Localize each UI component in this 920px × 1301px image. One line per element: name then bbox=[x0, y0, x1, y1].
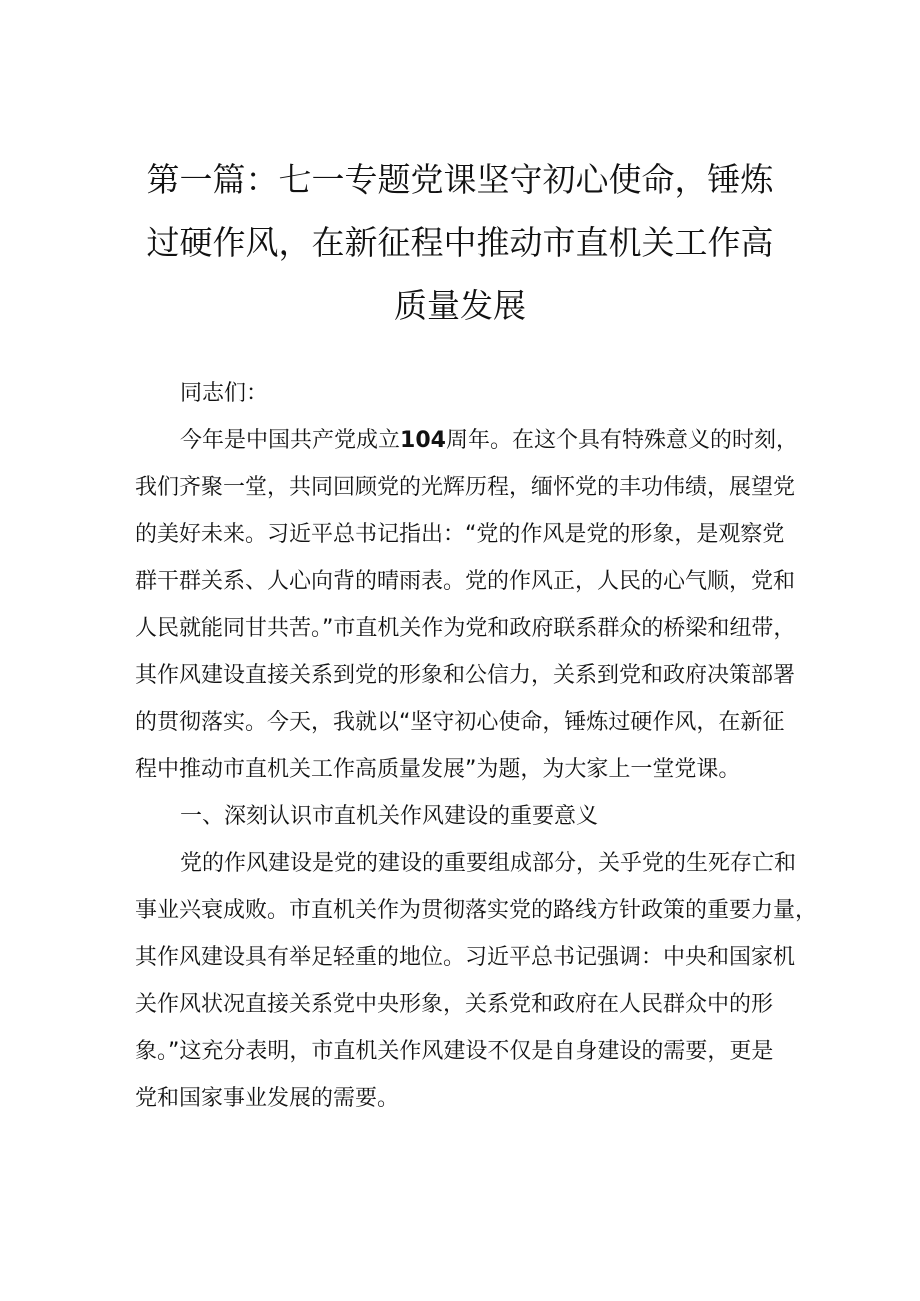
anniversary-number: 104 bbox=[400, 428, 446, 453]
paragraph-1-line-1 bbox=[135, 417, 800, 464]
paragraph-2 bbox=[135, 840, 800, 887]
paragraph-1-text-a: 今年是中国共产党成立 bbox=[180, 428, 401, 453]
paragraph-1-line: 的美好未来。习近平总书记指出：“党的作风是党的形象，是观察党 bbox=[135, 522, 785, 547]
document-body bbox=[135, 370, 818, 1122]
paragraph-1 bbox=[135, 417, 800, 464]
title-line-1: 第一篇：七一专题党课坚守初心使命，锤炼 bbox=[146, 160, 774, 199]
paragraph-2-line: 关作风状况直接关系党中央形象，关系党和政府在人民群众中的形 bbox=[135, 992, 774, 1017]
paragraph-1-line: 程中推动市直机关工作高质量发展”为题，为大家上一堂党课。 bbox=[135, 757, 741, 782]
paragraph-1-line: 人民就能同甘共苦。”市直机关作为党和政府联系群众的桥梁和纽带， bbox=[135, 616, 796, 641]
paragraph-1-line: 我们齐聚一堂，共同回顾党的光辉历程，缅怀党的丰功伟绩，展望党 bbox=[135, 475, 796, 500]
paragraph-1-line: 其作风建设直接关系到党的形象和公信力，关系到党和政府决策部署 bbox=[135, 663, 796, 688]
paragraph-1-line: 群干群关系、人心向背的晴雨表。党的作风正，人民的心气顺，党和 bbox=[135, 569, 796, 594]
title-line-2: 过硬作风，在新征程中推动市直机关工作高 bbox=[146, 223, 774, 262]
paragraph-2-line: 其作风建设具有举足轻重的地位。习近平总书记强调：中央和国家机 bbox=[135, 945, 796, 970]
paragraph-2-line: 事业兴衰成败。市直机关作为贯彻落实党的路线方针政策的重要力量， bbox=[135, 898, 818, 923]
title-line-3: 质量发展 bbox=[394, 286, 526, 325]
paragraph-1-text-b: 周年。在这个具有特殊意义的时刻， bbox=[445, 428, 798, 453]
paragraph-1-line: 的贯彻落实。今天，我就以“坚守初心使命，锤炼过硬作风，在新征 bbox=[135, 710, 785, 735]
paragraph-2-line: 象。”这充分表明，市直机关作风建设不仅是自身建设的需要，更是 bbox=[135, 1039, 774, 1064]
paragraph-1-continuation bbox=[135, 464, 800, 793]
section-heading-1: 一、深刻认识市直机关作风建设的重要意义 bbox=[180, 804, 599, 829]
paragraph-2-line-1: 党的作风建设是党的建设的重要组成部分，关乎党的生死存亡和 bbox=[180, 851, 797, 876]
paragraph-2-line: 党和国家事业发展的需要。 bbox=[135, 1086, 400, 1111]
paragraph-2-continuation bbox=[135, 887, 818, 1122]
document-title bbox=[130, 148, 790, 337]
greeting: 同志们： bbox=[180, 381, 269, 406]
